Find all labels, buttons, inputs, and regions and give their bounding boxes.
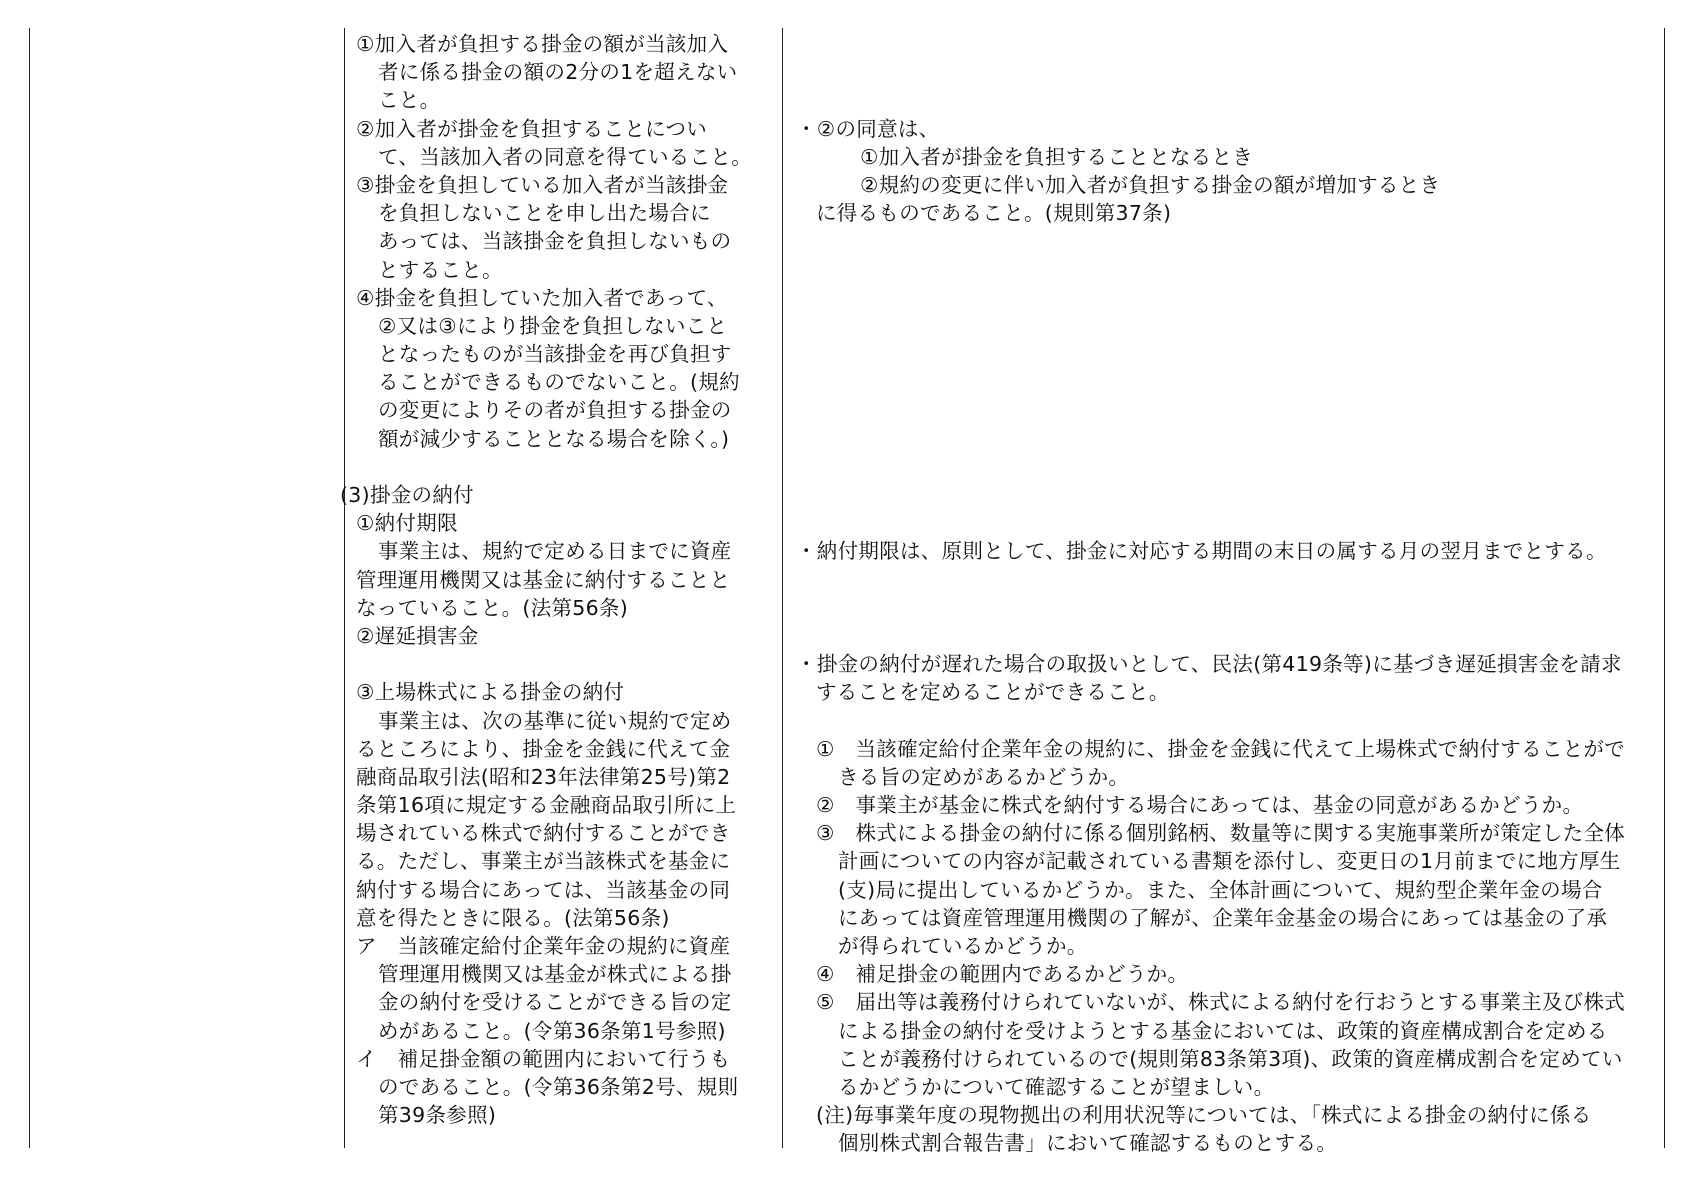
text-line: が得られているかどうか。 — [838, 934, 1088, 958]
stock-payment-body — [356, 707, 776, 933]
text-line: ② 事業主が基金に株式を納付する場合にあっては、基金の同意があるかどうか。 — [816, 793, 1584, 818]
requirement-item-2 — [356, 115, 776, 171]
text-line: ることができるものでないこと。(規約 — [378, 370, 740, 395]
text-line: めがあること。(令第36条第1号参照) — [378, 1018, 726, 1043]
requirement-item-1 — [356, 30, 776, 115]
text-line: (支)局に提出しているかどうか。また、全体計画について、規約型企業年金の場合 — [838, 877, 1603, 902]
text-line: (注)毎事業年度の現物拠出の利用状況等については、「株式による掛金の納付に係る — [816, 1103, 1592, 1128]
table-border-column-1 — [344, 28, 345, 1148]
text-line: ・掛金の納付が遅れた場合の取扱いとして、民法(第419条等)に基づき遅延損害金を請求 — [796, 652, 1622, 677]
check-point-1 — [796, 735, 1660, 791]
text-line: る。ただし、事業主が当該株式を基金に — [356, 849, 731, 874]
text-line: あっては、当該掛金を負担しないもの — [378, 229, 732, 254]
text-line: 場されている株式で納付することができ — [356, 821, 731, 846]
requirement-item-4 — [356, 284, 776, 453]
text-line: ①加入者が負担する掛金の額が当該加入 — [356, 32, 729, 56]
requirements-column — [340, 30, 776, 1129]
text-line: 個別株式割合報告書」において確認するものとする。 — [838, 1131, 1338, 1156]
text-line: ③掛金を負担している加入者が当該掛金 — [356, 172, 729, 197]
text-line: ① 当該確定給付企業年金の規約に、掛金を金銭に代えて上場株式で納付することがで — [816, 736, 1626, 761]
deadline-note: ・納付期限は、原則として、掛金に対応する期間の末日の属する月の翌月までとする。 — [796, 539, 1607, 564]
text-line: にあっては資産管理運用機関の了解が、企業年金基金の場合にあっては基金の了承 — [838, 905, 1608, 930]
text-line: て、当該加入者の同意を得ていること。 — [378, 144, 752, 169]
text-line: となったものが当該掛金を再び負担す — [378, 342, 732, 367]
criterion-a — [356, 932, 776, 1045]
text-line: 事業主は、次の基準に従い規約で定め — [378, 708, 732, 733]
text-line: ⑤ 届出等は義務付けられていないが、株式による納付を行おうとする事業主及び株式 — [816, 990, 1626, 1015]
text-line: 融商品取引法(昭和23年法律第25号)第2 — [356, 764, 731, 789]
text-line: 管理運用機関又は基金に納付することと — [356, 567, 731, 592]
text-line: による掛金の納付を受けようとする基金においては、政策的資産構成割合を定める — [838, 1018, 1608, 1043]
text-line: イ 補足掛金額の範囲内において行うも — [356, 1046, 731, 1071]
consent-note — [796, 115, 1660, 228]
text-line: 計画についての内容が記載されている書類を添付し、変更日の1月前までに地方厚生 — [838, 849, 1621, 874]
text-line: ②加入者が掛金を負担することについ — [356, 116, 708, 141]
footnote — [796, 1101, 1660, 1157]
criterion-i — [356, 1045, 776, 1130]
table-border-left — [29, 28, 30, 1148]
text-line: とすること。 — [378, 257, 503, 282]
deadline-body — [356, 537, 776, 622]
text-line: きる旨の定めがあるかどうか。 — [838, 764, 1130, 789]
late-charge-note — [796, 650, 1660, 706]
text-line: こと。 — [378, 88, 441, 113]
text-line: ④ 補足掛金の範囲内であるかどうか。 — [816, 962, 1189, 987]
text-line: のであること。(令第36条第2号、規則 — [378, 1074, 739, 1099]
table-border-column-2 — [782, 28, 783, 1148]
text-line: ア 当該確定給付企業年金の規約に資産 — [356, 934, 731, 958]
text-line: の変更によりその者が負担する掛金の — [378, 398, 732, 423]
text-line: 納付する場合にあっては、当該基金の同 — [356, 877, 731, 902]
text-line: なっていること。(法第56条) — [356, 595, 629, 620]
text-line: 意を得たときに限る。(法第56条) — [356, 905, 670, 930]
text-line: を負担しないことを申し出た場合に — [378, 201, 711, 226]
text-line: 第39条参照) — [378, 1103, 497, 1128]
check-point-4 — [796, 960, 1660, 988]
text-line: ②規約の変更に伴い加入者が負担する掛金の額が増加するとき — [860, 172, 1441, 197]
text-line: 条第16項に規定する金融商品取引所に上 — [356, 793, 737, 818]
text-line: 者に係る掛金の額の2分の1を超えない — [378, 60, 738, 85]
check-point-3 — [796, 819, 1660, 960]
text-line: 事業主は、規約で定める日までに資産 — [378, 539, 732, 564]
text-line: することを定めることができること。 — [816, 680, 1170, 705]
subsection-title-deadline: ①納付期限 — [356, 511, 458, 536]
text-line: ④掛金を負担していた加入者であって、 — [356, 285, 728, 310]
text-line: ②又は③により掛金を負担しないこと — [378, 313, 728, 338]
text-line: 金の納付を受けることができる旨の定 — [378, 990, 732, 1015]
text-line: ③ 株式による掛金の納付に係る個別銘柄、数量等に関する実施事業所が策定した全体 — [816, 821, 1626, 846]
check-point-2 — [796, 791, 1660, 819]
text-line: るかどうかについて確認することが望ましい。 — [838, 1074, 1275, 1099]
text-line: 額が減少することとなる場合を除く。) — [378, 426, 730, 451]
table-border-right — [1664, 28, 1665, 1148]
text-line: に得るものであること。(規則第37条) — [816, 201, 1172, 226]
check-point-5 — [796, 988, 1660, 1101]
section-title: (3)掛金の納付 — [340, 483, 474, 507]
text-line: ことが義務付けられているので(規則第83条第3項)、政策的資産構成割合を定めてい — [838, 1046, 1623, 1071]
text-line: ①加入者が掛金を負担することとなるとき — [860, 144, 1254, 169]
text-line: 管理運用機関又は基金が株式による掛 — [378, 962, 732, 987]
requirement-item-3 — [356, 171, 776, 284]
text-line: るところにより、掛金を金銭に代えて金 — [356, 736, 731, 761]
subsection-title-stock-payment: ③上場株式による掛金の納付 — [356, 680, 625, 705]
text-line: ・②の同意は、 — [796, 116, 940, 141]
notes-column — [796, 30, 1660, 1158]
subsection-title-late-charge: ②遅延損害金 — [356, 623, 479, 648]
